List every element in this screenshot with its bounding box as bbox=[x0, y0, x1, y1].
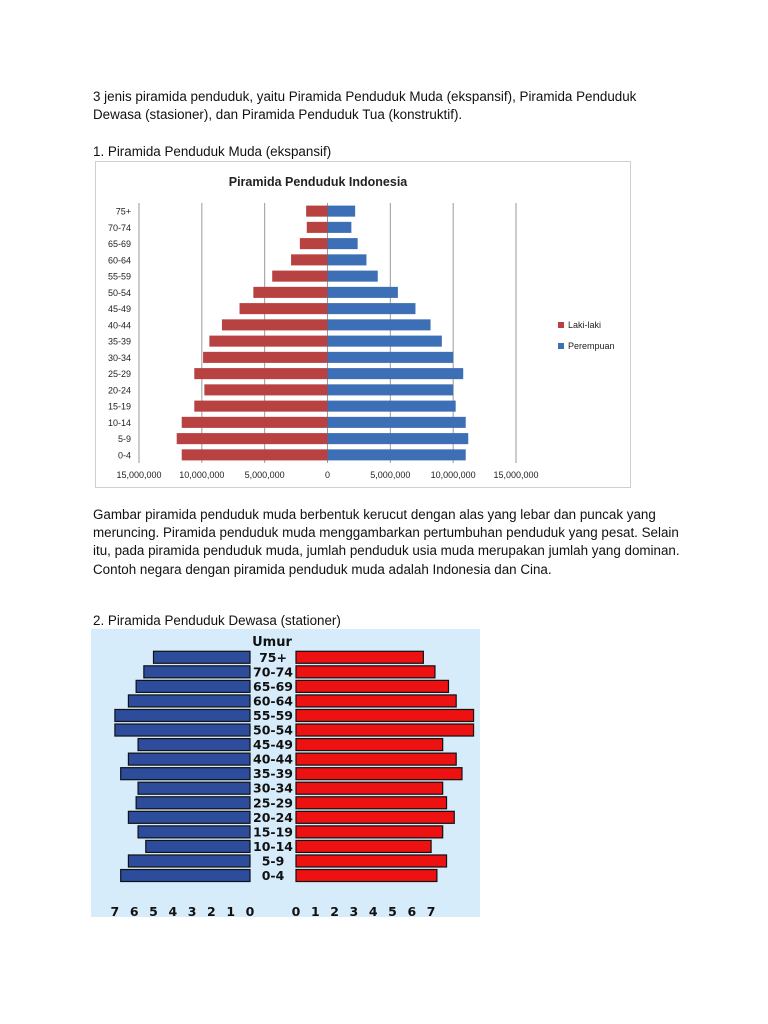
bar-right-50-54 bbox=[296, 724, 474, 736]
age-group-label: 30-34 bbox=[253, 780, 293, 796]
x-tick-label: 10,000,000 bbox=[179, 470, 225, 480]
y-tick-label: 30-34 bbox=[107, 352, 131, 363]
bar-laki-laki-75+ bbox=[306, 206, 327, 217]
age-group-label: 45-49 bbox=[253, 737, 293, 753]
legend-swatch bbox=[558, 322, 564, 328]
bar-left-70-74 bbox=[144, 666, 250, 678]
bar-laki-laki-35-39 bbox=[209, 336, 327, 347]
bar-laki-laki-0-4 bbox=[182, 449, 328, 460]
x-tick-label-left: 6 bbox=[129, 904, 139, 917]
bar-right-70-74 bbox=[296, 666, 435, 678]
bar-laki-laki-20-24 bbox=[204, 384, 327, 395]
bar-laki-laki-45-49 bbox=[240, 303, 328, 314]
age-group-label: 25-29 bbox=[253, 795, 293, 811]
x-tick-label-right: 0 bbox=[291, 904, 301, 917]
x-tick-label: 10,000,000 bbox=[430, 470, 476, 480]
y-tick-label: 70-74 bbox=[107, 222, 131, 233]
bar-laki-laki-15-19 bbox=[194, 401, 327, 412]
y-tick-label: 50-54 bbox=[107, 287, 131, 298]
x-tick-label-right: 5 bbox=[388, 904, 397, 917]
x-tick-label-left: 5 bbox=[149, 904, 158, 917]
bar-perempuan-20-24 bbox=[328, 384, 454, 395]
bar-perempuan-65-69 bbox=[328, 238, 358, 249]
section-heading-young-pyramid: 1. Piramida Penduduk Muda (ekspansif) bbox=[93, 144, 332, 159]
y-tick-label: 10-14 bbox=[107, 417, 131, 428]
bar-right-15-19 bbox=[296, 826, 443, 838]
y-tick-label: 5-9 bbox=[117, 434, 131, 445]
legend-swatch bbox=[558, 343, 564, 349]
x-tick-label-left: 4 bbox=[168, 904, 178, 917]
bar-perempuan-25-29 bbox=[328, 368, 464, 379]
bar-left-35-39 bbox=[121, 768, 250, 780]
bar-right-25-29 bbox=[296, 797, 447, 809]
y-tick-label: 75+ bbox=[115, 206, 131, 217]
chart-young-pyramid-svg bbox=[96, 162, 632, 489]
bar-left-60-64 bbox=[128, 695, 250, 707]
bar-laki-laki-65-69 bbox=[300, 238, 328, 249]
age-group-label: 10-14 bbox=[253, 838, 293, 854]
bar-right-5-9 bbox=[296, 855, 447, 867]
bar-laki-laki-30-34 bbox=[203, 352, 327, 363]
bar-perempuan-5-9 bbox=[328, 433, 469, 444]
x-tick-label-right: 1 bbox=[310, 904, 320, 917]
bar-right-55-59 bbox=[296, 709, 474, 721]
section-heading-adult-pyramid: 2. Piramida Penduduk Dewasa (stationer) bbox=[93, 613, 341, 628]
x-tick-label-right: 4 bbox=[368, 904, 378, 917]
bar-right-20-24 bbox=[296, 811, 454, 823]
bar-laki-laki-5-9 bbox=[177, 433, 328, 444]
bar-left-50-54 bbox=[115, 724, 250, 736]
legend-label: Laki-laki bbox=[568, 320, 602, 330]
y-tick-label: 20-24 bbox=[107, 385, 131, 396]
bar-left-20-24 bbox=[128, 811, 250, 823]
age-group-label: 75+ bbox=[259, 649, 287, 665]
x-tick-label-left: 3 bbox=[187, 904, 197, 917]
bar-right-40-44 bbox=[296, 753, 456, 765]
bar-right-35-39 bbox=[296, 768, 462, 780]
bar-right-0-4 bbox=[296, 870, 437, 882]
age-group-label: 35-39 bbox=[253, 766, 293, 782]
bar-laki-laki-40-44 bbox=[222, 319, 328, 330]
bar-left-5-9 bbox=[128, 855, 250, 867]
bar-laki-laki-25-29 bbox=[194, 368, 327, 379]
age-group-label: 55-59 bbox=[253, 707, 293, 723]
bar-right-60-64 bbox=[296, 695, 456, 707]
chart-young-pyramid bbox=[95, 161, 631, 488]
legend-label: Perempuan bbox=[568, 341, 615, 351]
x-tick-label-right: 3 bbox=[349, 904, 359, 917]
bar-left-40-44 bbox=[128, 753, 250, 765]
bar-right-10-14 bbox=[296, 840, 431, 852]
bar-perempuan-70-74 bbox=[328, 222, 352, 233]
x-tick-label-right: 6 bbox=[407, 904, 417, 917]
x-tick-label: 5,000,000 bbox=[244, 470, 285, 480]
age-group-label: 15-19 bbox=[253, 824, 293, 840]
bar-perempuan-75+ bbox=[328, 206, 356, 217]
x-tick-label: 0 bbox=[324, 470, 331, 480]
bar-right-30-34 bbox=[296, 782, 443, 794]
x-tick-label-left: 0 bbox=[245, 904, 255, 917]
bar-laki-laki-55-59 bbox=[272, 271, 327, 282]
x-tick-label: 15,000,000 bbox=[493, 470, 539, 480]
bar-left-75+ bbox=[154, 651, 251, 663]
bar-left-25-29 bbox=[136, 797, 250, 809]
age-group-label: 5-9 bbox=[261, 853, 285, 869]
bar-perempuan-55-59 bbox=[328, 271, 378, 282]
bar-left-55-59 bbox=[115, 709, 250, 721]
bar-laki-laki-50-54 bbox=[253, 287, 327, 298]
age-group-label: 20-24 bbox=[253, 809, 293, 825]
description-paragraph: Gambar piramida penduduk muda berbentuk kerucut dengan alas yang lebar dan puncak yang meruncing. Piramida penduduk muda menggambarkan pertumbuhan penduduk yang pesat. Selain itu, pada piramida penduduk muda, jumlah penduduk usia muda merupakan jumlah yang dominan. Contoh negara dengan piramida penduduk muda adalah Indonesia dan Cina. bbox=[93, 507, 680, 577]
bar-laki-laki-70-74 bbox=[307, 222, 328, 233]
bar-perempuan-15-19 bbox=[328, 401, 456, 412]
y-tick-label: 55-59 bbox=[107, 271, 131, 282]
y-tick-label: 60-64 bbox=[107, 255, 131, 266]
x-tick-label-right: 2 bbox=[330, 904, 339, 917]
x-tick-label-left: 7 bbox=[110, 904, 120, 917]
age-group-label: 40-44 bbox=[253, 751, 293, 767]
bar-left-15-19 bbox=[138, 826, 250, 838]
chart-adult-pyramid bbox=[91, 629, 480, 917]
y-tick-label: 65-69 bbox=[107, 239, 131, 250]
age-group-label: 65-69 bbox=[253, 678, 293, 694]
x-tick-label-left: 1 bbox=[226, 904, 236, 917]
bar-left-0-4 bbox=[121, 870, 250, 882]
x-tick-label: 15,000,000 bbox=[116, 470, 162, 480]
bar-perempuan-60-64 bbox=[328, 254, 367, 265]
chart-adult-pyramid-svg bbox=[91, 629, 480, 917]
age-group-label: 70-74 bbox=[253, 664, 293, 680]
bar-laki-laki-10-14 bbox=[182, 417, 328, 428]
chart-title: Piramida Penduduk Indonesia bbox=[228, 175, 408, 189]
bar-laki-laki-60-64 bbox=[291, 254, 327, 265]
bar-perempuan-0-4 bbox=[328, 449, 466, 460]
bar-perempuan-10-14 bbox=[328, 417, 466, 428]
y-tick-label: 45-49 bbox=[107, 304, 131, 315]
bar-perempuan-45-49 bbox=[328, 303, 416, 314]
bar-right-65-69 bbox=[296, 680, 448, 692]
y-axis-label: Umur bbox=[252, 635, 292, 650]
y-tick-label: 25-29 bbox=[107, 369, 131, 380]
bar-perempuan-35-39 bbox=[328, 336, 442, 347]
intro-paragraph: 3 jenis piramida penduduk, yaitu Piramida Penduduk Muda (ekspansif), Piramida Penduduk Dewasa (stasioner), dan Piramida Penduduk Tua (konstruktif). bbox=[93, 89, 637, 123]
x-tick-label-left: 2 bbox=[207, 904, 216, 917]
age-group-label: 50-54 bbox=[253, 722, 293, 738]
y-tick-label: 40-44 bbox=[107, 320, 131, 331]
bar-perempuan-50-54 bbox=[328, 287, 398, 298]
bar-right-75+ bbox=[296, 651, 423, 663]
bar-left-65-69 bbox=[136, 680, 250, 692]
x-tick-label: 5,000,000 bbox=[370, 470, 411, 480]
bar-perempuan-30-34 bbox=[328, 352, 454, 363]
age-group-label: 60-64 bbox=[253, 693, 293, 709]
bar-right-45-49 bbox=[296, 739, 443, 751]
y-tick-label: 15-19 bbox=[107, 401, 131, 412]
bar-left-45-49 bbox=[138, 739, 250, 751]
x-tick-label-right: 7 bbox=[426, 904, 436, 917]
y-tick-label: 0-4 bbox=[117, 450, 131, 461]
bar-perempuan-40-44 bbox=[328, 319, 431, 330]
y-tick-label: 35-39 bbox=[107, 336, 131, 347]
bar-left-30-34 bbox=[138, 782, 250, 794]
age-group-label: 0-4 bbox=[261, 868, 285, 884]
bar-left-10-14 bbox=[146, 840, 250, 852]
